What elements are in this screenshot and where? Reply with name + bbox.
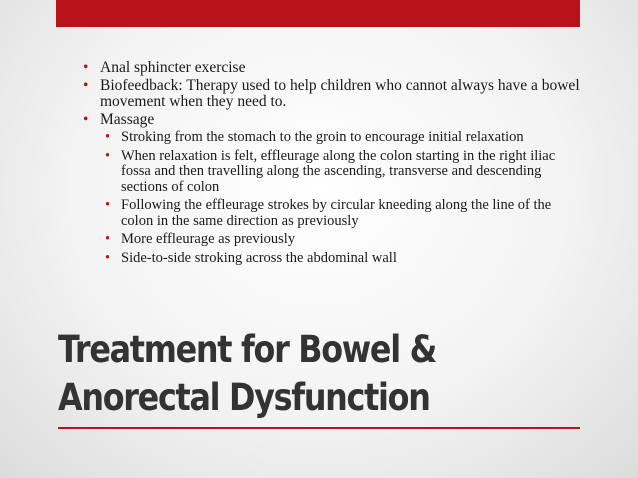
sub-bullet-item: • When relaxation is felt, effleurage along the colon starting in the right iliac fossa and then travelling along the ascending, transverse and descending sections of colon — [102, 149, 580, 196]
bullet-item — [80, 60, 580, 76]
bullet-text: Massage — [100, 111, 155, 128]
bullet-text: Biofeedback: Therapy used to help children who cannot always have a bowel movement when they need to. — [100, 77, 580, 110]
bullet-text: Anal sphincter exercise — [100, 59, 246, 76]
sub-bullet-item: • Following the effleurage strokes by circular kneeding along the line of the colon in the same direction as previously — [102, 198, 580, 229]
massage-sub-list — [100, 130, 580, 266]
bullet-item — [80, 112, 580, 266]
top-accent-bar — [56, 0, 580, 27]
bullet-item — [80, 78, 580, 110]
sub-bullet-item: • Side-to-side stroking across the abdominal wall — [102, 251, 580, 267]
bullet-list — [80, 60, 580, 266]
title-line-1: Treatment for Bowel & — [58, 328, 437, 371]
slide-content — [80, 60, 580, 269]
sub-bullet-item: • Stroking from the stomach to the groin to encourage initial relaxation — [102, 130, 580, 146]
title-divider — [58, 427, 580, 429]
sub-bullet-item: • More effleurage as previously — [102, 232, 580, 248]
slide-title — [58, 326, 522, 422]
title-line-2: Anorectal Dysfunction — [58, 376, 430, 419]
